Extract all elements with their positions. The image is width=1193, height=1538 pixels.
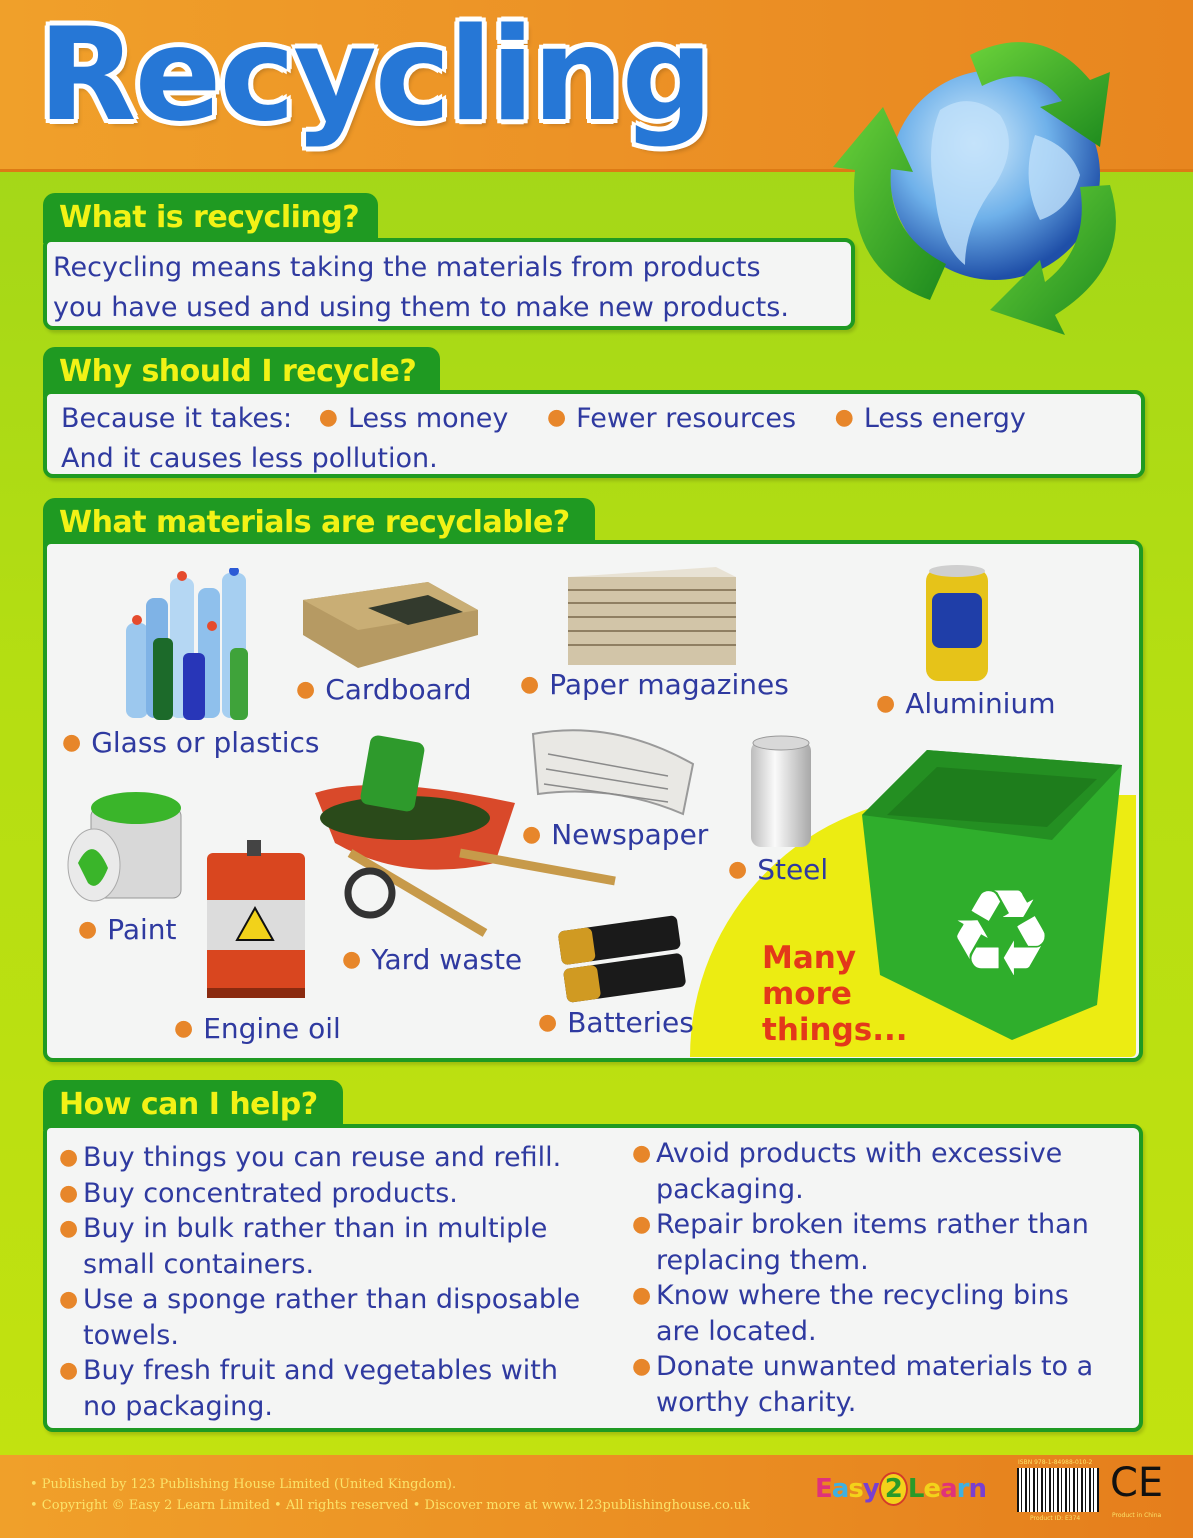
help-item: ● Donate unwanted materials to a worthy charity. [632, 1351, 1094, 1418]
bullet-icon: ● [342, 947, 362, 972]
reasons-line [61, 398, 1141, 439]
help-list-left [59, 1140, 619, 1424]
material-label-engine-oil: ● Engine oil [174, 1012, 341, 1045]
aluminium-can-icon [922, 563, 992, 689]
section-heading: What is recycling? [43, 193, 378, 243]
recycling-globe-icon [820, 15, 1160, 355]
bullet-icon: ● [546, 405, 567, 430]
help-item: ● Use a sponge rather than disposable towels. [59, 1284, 581, 1351]
bullet-icon: ● [834, 405, 854, 430]
help-item: ● Buy concentrated products. [59, 1177, 458, 1209]
material-label-glass-plastics: ● Glass or plastics [62, 726, 320, 759]
help-box [43, 1124, 1143, 1432]
copyright-text: • Copyright © Easy 2 Learn Limited • All rights reserved • Discover more at www.123publishinghouse.co.uk [30, 1498, 750, 1513]
material-label-paper-magazines: ● Paper magazines [520, 668, 789, 701]
batteries-icon [552, 913, 692, 1009]
bullet-icon: ● [876, 691, 896, 716]
magazine-stack-icon [566, 565, 738, 671]
wheelbarrow-icon [310, 733, 620, 942]
material-label-aluminium: ● Aluminium [876, 687, 1056, 720]
pollution-line: And it causes less pollution. [61, 443, 438, 474]
section-heading: How can I help? [43, 1080, 343, 1130]
bullet-icon: ● [538, 1010, 558, 1035]
help-item: ● Buy in bulk rather than in multiple small containers. [59, 1213, 548, 1280]
easy-2-learn-logo: Easy 2 Learn [815, 1474, 986, 1504]
material-label-paint: ● Paint [78, 913, 177, 946]
bullet-icon: ● [174, 1016, 194, 1041]
material-label-yard-waste: ● Yard waste [342, 943, 523, 976]
reasons-box [43, 390, 1145, 478]
svg-text:♻: ♻ [947, 865, 1055, 1004]
material-label-newspaper: ● Newspaper [522, 818, 709, 851]
reason-item: Fewer resources [576, 403, 797, 434]
help-item: ● Know where the recycling bins are located. [632, 1280, 1069, 1347]
reasons-intro: Because it takes: [61, 403, 293, 434]
made-in-text: Product in China [1112, 1512, 1162, 1519]
bullet-icon: ● [522, 822, 542, 847]
bullet-icon: ● [728, 857, 748, 882]
many-more-things-text: Many more things... [762, 940, 908, 1048]
ce-mark: CE [1110, 1460, 1164, 1506]
reason-item: Less energy [863, 403, 1026, 434]
help-item: ● Buy things you can reuse and refill. [59, 1142, 562, 1173]
recycling-bin-icon [852, 745, 1127, 1044]
steel-can-icon [747, 733, 815, 855]
paint-tin-icon [66, 783, 186, 912]
product-id-text: Product ID: E374 [1030, 1515, 1081, 1522]
poster-title: Recycling [38, 1, 712, 150]
section-heading: Why should I recycle? [43, 347, 440, 397]
help-item: ● Avoid products with excessive packaging. [632, 1138, 1063, 1205]
material-label-steel: ● Steel [728, 853, 829, 886]
bullet-icon: ● [318, 405, 338, 430]
oil-drum-icon [205, 838, 307, 1007]
material-label-batteries: ● Batteries [538, 1006, 694, 1039]
bullet-icon: ● [296, 677, 316, 702]
definition-line: you have used and using them to make new products. [53, 292, 789, 323]
bullet-icon: ● [520, 672, 540, 697]
help-item: ● Repair broken items rather than replacing them. [632, 1209, 1089, 1276]
pizza-box-icon [298, 580, 480, 674]
section-heading: What materials are recyclable? [43, 498, 595, 548]
publisher-text: • Published by 123 Publishing House Limited (United Kingdom). [30, 1477, 457, 1492]
definition-line: Recycling means taking the materials from products [53, 252, 761, 283]
help-list-right [632, 1136, 1132, 1420]
definition-box [43, 238, 855, 330]
isbn-text: ISBN 978-1-84988-010-2 [1018, 1459, 1093, 1466]
bullet-icon: ● [62, 730, 82, 755]
help-item: ● Buy fresh fruit and vegetables with no packaging. [59, 1355, 559, 1422]
reason-item: Less money [347, 403, 509, 434]
bullet-icon: ● [78, 917, 98, 942]
material-label-cardboard: ● Cardboard [296, 673, 472, 706]
barcode-icon [1017, 1468, 1099, 1512]
poster-footer [0, 1455, 1193, 1538]
bottles-icon [118, 568, 253, 727]
